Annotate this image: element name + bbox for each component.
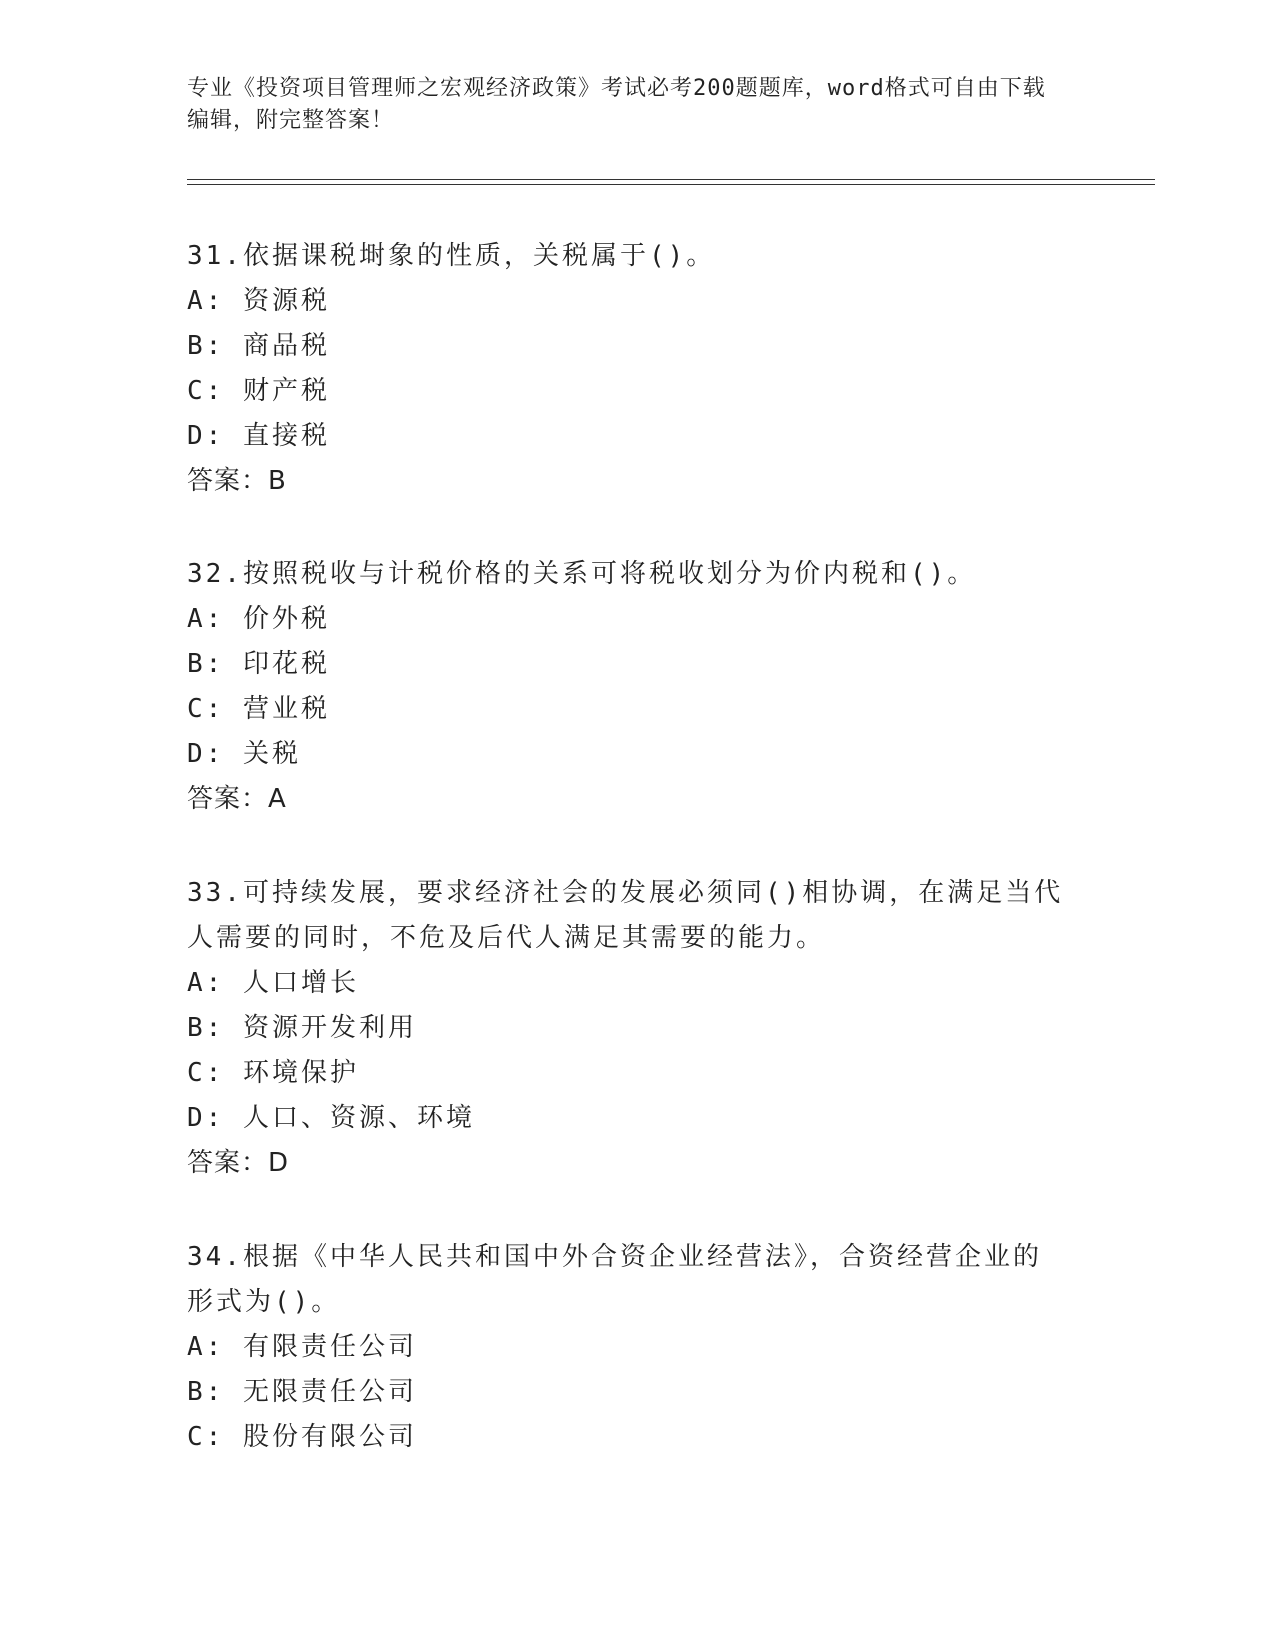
option-d: D: 关税 [187, 739, 301, 769]
option-c: C: 营业税 [187, 694, 330, 724]
document-header: 专业《投资项目管理师之宏观经济政策》考试必考200题题库，word格式可自由下载编辑，附完整答案！ [187, 76, 1046, 133]
question-32 [187, 552, 1067, 822]
option-a: A: 有限责任公司 [187, 1332, 417, 1362]
option-d: D: 直接税 [187, 421, 330, 451]
question-33 [187, 871, 1067, 1186]
question-stem: 31.依据课税埘象的性质，关税属于()。 [187, 241, 716, 271]
question-31 [187, 234, 1067, 504]
option-a: A: 资源税 [187, 286, 330, 316]
option-a: A: 价外税 [187, 604, 330, 634]
option-d: D: 人口、资源、环境 [187, 1103, 475, 1133]
option-c: C: 环境保护 [187, 1058, 359, 1088]
question-stem: 34.根据《中华人民共和国中外合资企业经营法》，合资经营企业的形式为()。 [187, 1242, 1042, 1317]
option-a: A: 人口增长 [187, 968, 359, 998]
header-rule-bottom [187, 184, 1155, 185]
question-34 [187, 1235, 1067, 1460]
answer-line: 答案：B [187, 466, 287, 496]
option-c: C: 股份有限公司 [187, 1422, 417, 1452]
option-b: B: 资源开发利用 [187, 1013, 417, 1043]
option-b: B: 商品税 [187, 331, 330, 361]
header-rule-top [187, 179, 1155, 180]
option-c: C: 财产税 [187, 376, 330, 406]
option-b: B: 印花税 [187, 649, 330, 679]
option-b: B: 无限责任公司 [187, 1377, 417, 1407]
question-stem: 33.可持续发展，要求经济社会的发展必须同()相协调，在满足当代人需要的同时，不危及后代人满足其需要的能力。 [187, 878, 1064, 953]
answer-line: 答案：D [187, 1148, 290, 1178]
question-stem: 32.按照税收与计税价格的关系可将税收划分为价内税和()。 [187, 559, 977, 589]
answer-line: 答案：A [187, 784, 287, 814]
